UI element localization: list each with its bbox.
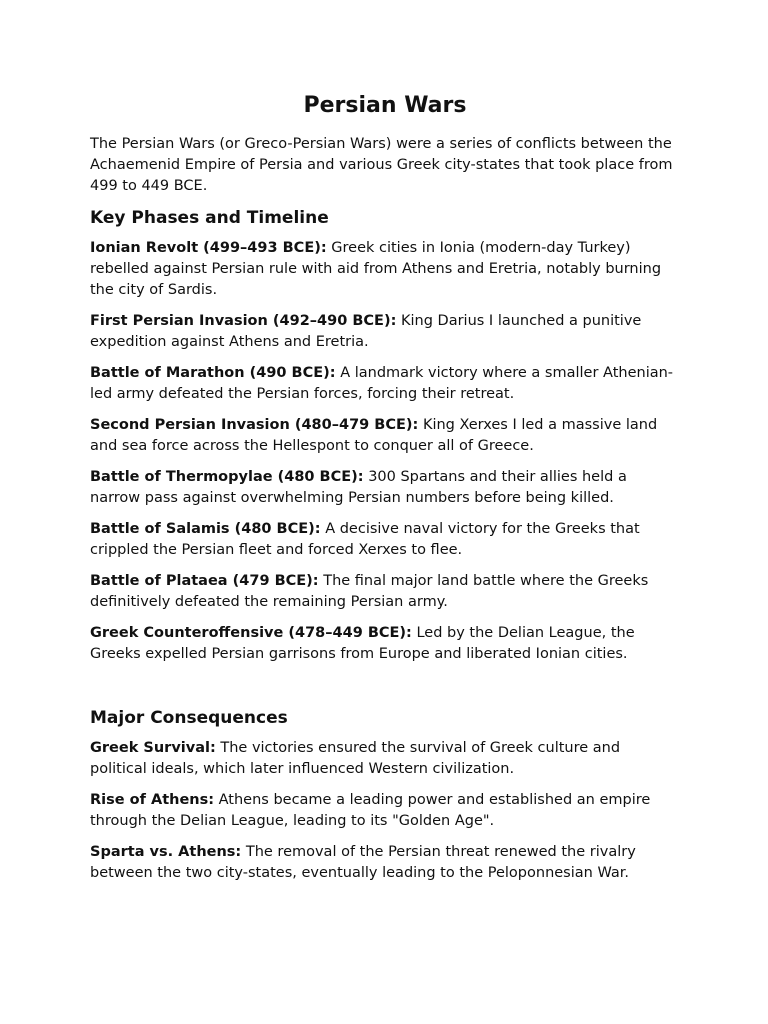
consequence-text: The victories ensured the survival of Greek culture and political ideals, which later influenced Western civilization. — [90, 740, 621, 777]
phase-text: The final major land battle where the Greeks definitively defeated the remaining Persian army. — [90, 573, 649, 610]
section-heading-consequences: Major Consequences — [90, 708, 288, 728]
document-page — [90, 91, 680, 894]
phase-term: Battle of Thermopylae (480 BCE): — [90, 469, 364, 485]
phase-entry — [90, 467, 680, 509]
phase-text: A landmark victory where a smaller Athenian-led army defeated the Persian forces, forcing their retreat. — [90, 365, 674, 402]
phase-entry — [90, 623, 680, 665]
consequence-term: Rise of Athens: — [90, 792, 215, 808]
phase-term: Battle of Salamis (480 BCE): — [90, 521, 321, 537]
phase-entry — [90, 519, 680, 561]
consequence-term: Greek Survival: — [90, 740, 216, 756]
phase-term: Greek Counteroffensive (478–449 BCE): — [90, 625, 412, 641]
phase-text: Led by the Delian League, the Greeks expelled Persian garrisons from Europe and liberated Ionian cities. — [90, 625, 635, 662]
phase-text: King Xerxes I led a massive land and sea force across the Hellespont to conquer all of Greece. — [90, 417, 658, 454]
intro-paragraph: The Persian Wars (or Greco-Persian Wars) were a series of conflicts between the Achaemenid Empire of Persia and various Greek city-states that took place from 499 to 449 BCE. — [90, 136, 673, 194]
phase-term: Ionian Revolt (499–493 BCE): — [90, 240, 327, 256]
phase-text: Greek cities in Ionia (modern-day Turkey) rebelled against Persian rule with aid from Athens and Eretria, notably burning the city of Sardis. — [90, 240, 662, 298]
phase-entry — [90, 238, 680, 301]
phase-text: King Darius I launched a punitive expedition against Athens and Eretria. — [90, 313, 642, 350]
phase-entry — [90, 571, 680, 613]
phase-entry — [90, 415, 680, 457]
phase-term: Second Persian Invasion (480–479 BCE): — [90, 417, 419, 433]
consequence-text: Athens became a leading power and established an empire through the Delian League, leading to its "Golden Age". — [90, 792, 651, 829]
consequence-entry — [90, 842, 680, 884]
consequence-entry — [90, 738, 680, 780]
document-title: Persian Wars — [303, 93, 467, 118]
phase-term: Battle of Marathon (490 BCE): — [90, 365, 336, 381]
consequence-term: Sparta vs. Athens: — [90, 844, 242, 860]
phase-term: First Persian Invasion (492–490 BCE): — [90, 313, 397, 329]
section-heading-key-phases: Key Phases and Timeline — [90, 208, 329, 228]
section-spacer — [90, 675, 680, 706]
phase-text: A decisive naval victory for the Greeks that crippled the Persian fleet and forced Xerxes to flee. — [90, 521, 640, 558]
phase-entry — [90, 311, 680, 353]
phase-text: 300 Spartans and their allies held a narrow pass against overwhelming Persian numbers before being killed. — [90, 469, 627, 506]
phase-term: Battle of Plataea (479 BCE): — [90, 573, 319, 589]
phase-entry — [90, 363, 680, 405]
consequence-entry — [90, 790, 680, 832]
consequence-text: The removal of the Persian threat renewed the rivalry between the two city-states, eventually leading to the Peloponnesian War. — [90, 844, 636, 881]
